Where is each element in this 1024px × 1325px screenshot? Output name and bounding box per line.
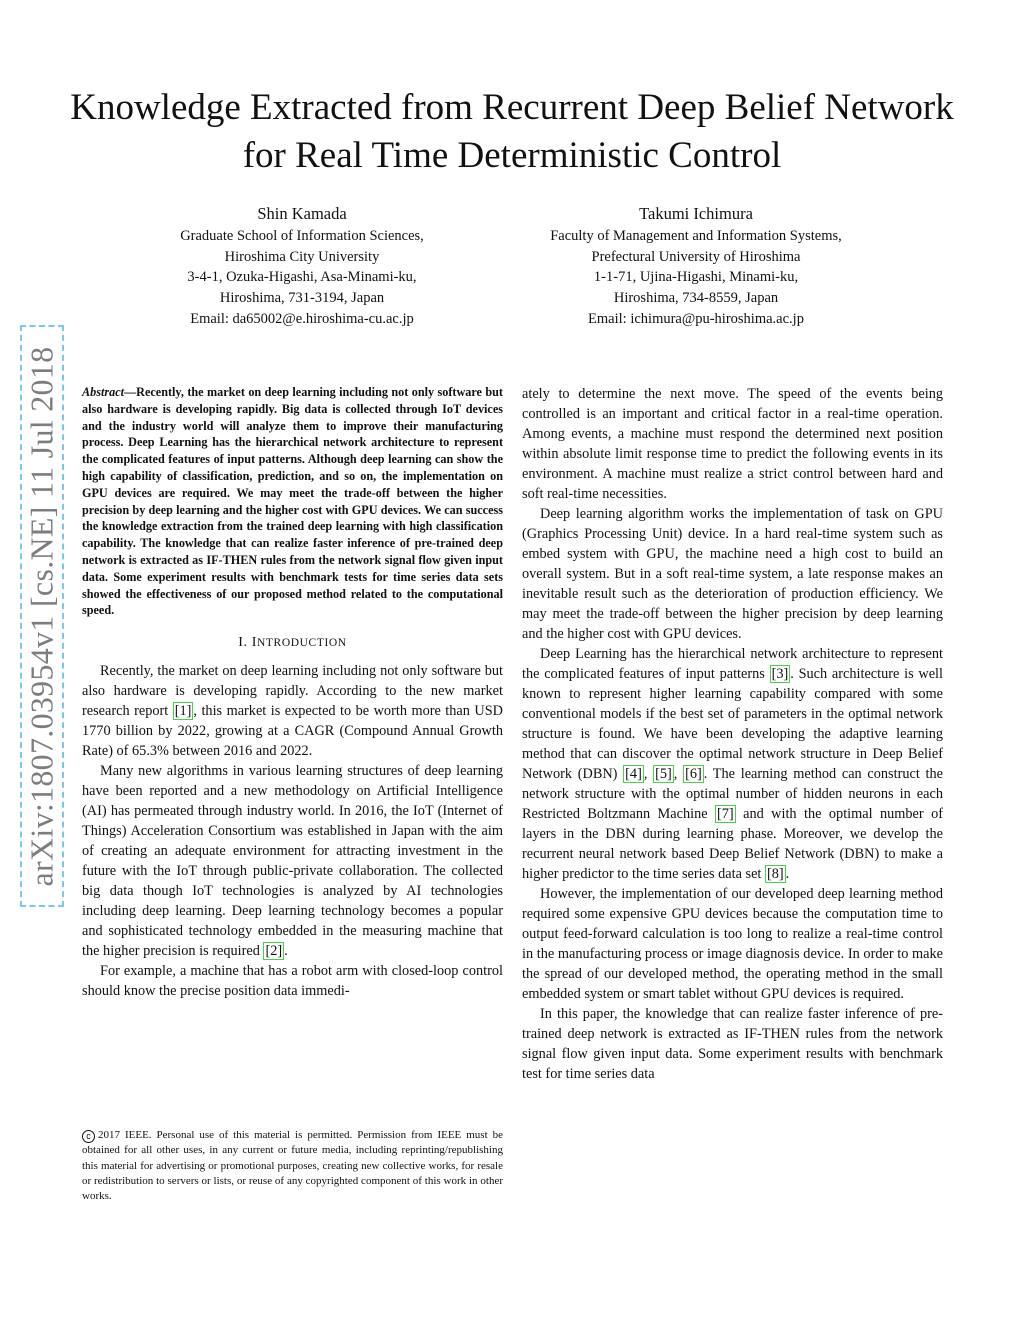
citation-link[interactable]: [3] — [771, 666, 789, 682]
author-address: Hiroshima, 734-8559, Japan — [613, 290, 779, 307]
intro-paragraph-5 — [522, 644, 943, 884]
paper-title: Knowledge Extracted from Recurrent Deep Belief Network for Real Time Deterministic Control — [70, 87, 954, 176]
author-address: Hiroshima, 731-3194, Japan — [219, 290, 385, 307]
paragraph-text: . The learning method can construct the network structure with the optimal number of hidden neurons in each Restricted Boltzmann Machine — [522, 766, 943, 822]
copyright-text: 2017 IEEE. Personal use of this material is permitted. Permission from IEEE must be obtained for all other uses, in any current or future media, including reprinting/republishing this material for advertising or promotional purposes, creating new collective works, for resale or redistribution to servers or lists, or reuse of any copyrighted component of this work in other works. — [82, 1129, 503, 1203]
author-name: Takumi Ichimura — [639, 204, 753, 223]
arxiv-stamp[interactable] — [20, 325, 64, 907]
author-email: Email: ichimura@pu-hiroshima.ac.jp — [588, 310, 804, 327]
author-block-1 — [102, 202, 502, 330]
abstract-dash: — — [123, 385, 137, 399]
citation-link[interactable]: [5] — [655, 766, 672, 782]
author-affiliation: Hiroshima City University — [224, 248, 380, 265]
author-address: 1-1-71, Ujina-Higashi, Minami-ku, — [593, 269, 799, 286]
paragraph-text: , — [643, 766, 654, 782]
intro-paragraph-7: In this paper, the knowledge that can realize faster inference of pre-trained deep network is extracted as IF-THEN rules from the network signal flow given input data. Some experiment results with benchmark test for time series data — [522, 1006, 943, 1082]
intro-paragraph-1 — [82, 661, 503, 761]
citation-link[interactable]: [2] — [265, 943, 283, 960]
section-heading-introduction — [82, 633, 503, 653]
intro-paragraph-3: For example, a machine that has a robot arm with closed-loop control should know the precise position data immedi- — [82, 963, 503, 1000]
citation-link[interactable]: [7] — [717, 806, 734, 822]
paragraph-text: and with the optimal number of layers in the DBN during learning phase. Moreover, we develop the recurrent neural network based Deep Belief Network (DBN) to make a higher predictor to the time series data set — [522, 806, 943, 882]
intro-paragraph-4: Deep learning algorithm works the implementation of task on GPU (Graphics Processing Unit) device. In a hard real-time system such as embed system with GPU, the machine need a high cost to build an overall system. But in a soft real-time system, a late response makes an inevitable result such as the deterioration of production efficiency. We may meet the trade-off between the higher precision by deep learning and the higher cost with GPU devices. — [522, 506, 943, 642]
left-column — [82, 384, 503, 1001]
section-title-rest: NTRODUCTION — [257, 637, 347, 650]
paragraph-text: Deep Learning has the hierarchical network architecture to represent the complicated features of input patterns — [522, 646, 943, 682]
paragraph-text: , this market is expected to be worth more than USD 1770 billion by 2022, growing at a CAGR (Compound Annual Growth Rate) of 65.3% between 2016 and 2022. — [82, 703, 503, 760]
citation-link[interactable]: [1] — [174, 703, 192, 720]
abstract — [82, 384, 503, 619]
paragraph-text: Many new algorithms in various learning structures of deep learning have been reported and a new methodology on Artificial Intelligence (AI) has permeated through industry world. In 2016, the IoT (Internet of Things) Acceleration Consortium was established in Japan with the aim of creating an adequate environment for attracting investment in the future with the IoT through public-private collaboration. The collected big data though IoT technologies is analyzed by AI technologies including deep learning. Deep learning technology becomes a popular and sophisticated technology embedded in the measuring machine that the higher precision is required — [82, 763, 503, 960]
intro-paragraph-6: However, the implementation of our developed deep learning method required some expensive GPU devices because the computation time to output feed-forward calculation is too long to realize a real-time control in the manufacturing process or image diagnosis device. In order to make the spread of our developed method, the operating method in the small embedded system or smart tablet without GPU devices is required. — [522, 886, 943, 1002]
author-affiliation: Faculty of Management and Information Systems, — [550, 228, 842, 244]
copyright-notice — [82, 1128, 503, 1204]
intro-paragraph-2 — [82, 761, 503, 961]
section-initial: I — [251, 635, 258, 651]
citation-link[interactable]: [6] — [685, 766, 702, 782]
author-affiliation: Prefectural University of Hiroshima — [591, 248, 801, 265]
author-affiliation: Graduate School of Information Sciences, — [180, 228, 424, 244]
right-column — [522, 384, 943, 1084]
abstract-text: Recently, the market on deep learning including not only software but also hardware is developing rapidly. Big data is collected through IoT devices and the industry world will analyze them to improve their manufacturing process. Deep Learning has the hierarchical network architecture to represent the complicated features of input patterns. Although deep learning can show the high capability of classification, prediction, and so on, the implementation on GPU devices are required. We may meet the trade-off between the higher precision by deep learning and the higher cost with GPU devices. We can success the knowledge extraction from the trained deep learning with high classification capability. The knowledge that can realize faster inference of pre-trained deep network is extracted as IF-THEN rules from the network signal flow given input data. Some experiment results with benchmark tests for time series data sets showed the effectiveness of our proposed method related to the computational speed. — [82, 385, 503, 618]
citation-link[interactable]: [8] — [766, 866, 784, 882]
section-numeral: I. — [238, 635, 252, 651]
abstract-lead: Abstract — [82, 385, 124, 399]
paragraph-text: . Such architecture is well known to represent higher learning capability compared with some conventional models if the best set of parameters in the optimal network structure is found. We have been developing the adaptive learning method that can discover the optimal network structure in Deep Belief Network (DBN) — [522, 666, 943, 782]
arxiv-stamp-text: arXiv:1807.03954v1 [cs.NE] 11 Jul 2018 — [23, 346, 60, 886]
citation-link[interactable]: [4] — [625, 766, 642, 782]
copyright-symbol: c — [82, 1130, 95, 1143]
author-name: Shin Kamada — [257, 204, 347, 223]
author-address: 3-4-1, Ozuka-Higashi, Asa-Minami-ku, — [187, 269, 417, 286]
paragraph-text: . — [785, 866, 790, 882]
paragraph-text: , — [673, 766, 684, 782]
paragraph-text: Recently, the market on deep learning including not only software but also hardware is developing rapidly. According to the new market research report — [82, 663, 503, 720]
paragraph-text: . — [284, 943, 288, 960]
intro-paragraph-3-continued: ately to determine the next move. The speed of the events being controlled is an important and critical factor in a real-time operation. Among events, a machine must respond the determined next position within absolute limit response time to predict the following events in its environment. A machine must realize a strict control between hard and soft real-time necessities. — [522, 386, 943, 502]
author-email: Email: da65002@e.hiroshima-cu.ac.jp — [190, 310, 414, 327]
author-block-2 — [496, 202, 896, 330]
